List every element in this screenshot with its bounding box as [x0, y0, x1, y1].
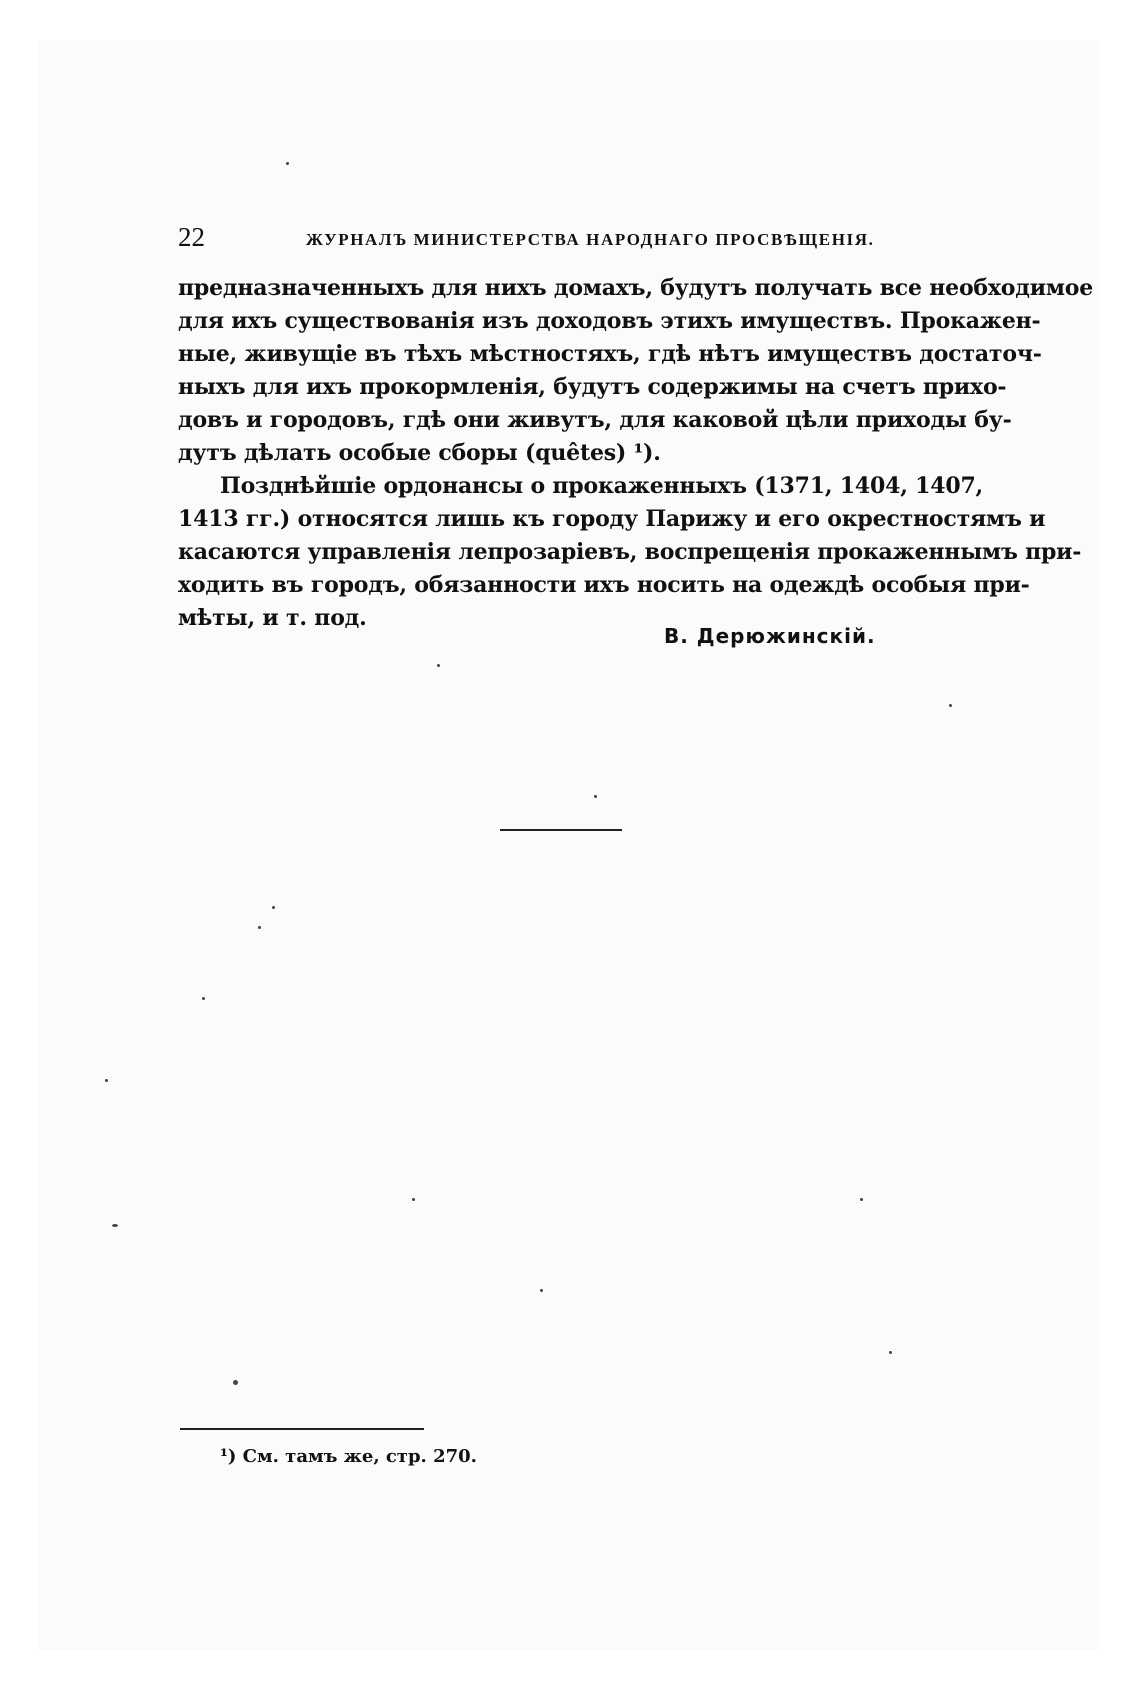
text-line: Позднѣйшіе ордонансы о прокаженныхъ (1371, 1404, 1407,: [220, 473, 984, 499]
scan-speck: [860, 1198, 863, 1201]
scan-speck: [202, 997, 205, 1000]
page-number: 22: [178, 222, 205, 252]
author-signature: В. Дерюжинскій.: [664, 624, 876, 648]
footnote: ¹) См. тамъ же, стр. 270.: [220, 1446, 477, 1467]
scan-speck: [540, 1289, 543, 1292]
scan-speck: [437, 664, 440, 667]
text-line: для ихъ существованія изъ доходовъ этихъ имуществъ. Прокажен-: [178, 308, 1041, 334]
scan-speck: [105, 1079, 108, 1082]
text-line: касаются управленія лепрозаріевъ, воспрещенія прокаженнымъ при-: [178, 539, 1082, 565]
scan-speck: [594, 795, 597, 798]
running-title: ЖУРНАЛЪ МИНИСТЕРСТВА НАРОДНАГО ПРОСВѢЩЕНІЯ.: [306, 230, 875, 249]
page-header: [178, 222, 944, 262]
text-line: предназначенныхъ для нихъ домахъ, будутъ получать все необходимое: [178, 275, 1094, 301]
paragraph-1: [178, 272, 1094, 470]
scan-speck: [112, 1224, 118, 1227]
scan-speck: [233, 1380, 238, 1385]
paragraph-2: [178, 470, 1082, 635]
text-line: дутъ дѣлать особые сборы (quêtes) ¹).: [178, 440, 661, 466]
scan-speck: [889, 1351, 892, 1354]
text-line: довъ и городовъ, гдѣ они живутъ, для каковой цѣли приходы бу-: [178, 407, 1012, 433]
scan-speck: [949, 704, 952, 707]
text-line: ные, живущіе въ тѣхъ мѣстностяхъ, гдѣ нѣтъ имуществъ достаточ-: [178, 341, 1042, 367]
text-line: ходить въ городъ, обязанности ихъ носить на одеждѣ особыя при-: [178, 572, 1030, 598]
text-line: ныхъ для ихъ прокормленія, будутъ содержимы на счетъ прихо-: [178, 374, 1007, 400]
footnote-divider: [180, 1428, 424, 1430]
text-line: 1413 гг.) относятся лишь къ городу Парижу и его окрестностямъ и: [178, 506, 1046, 532]
scan-speck: [258, 926, 261, 929]
scan-speck: [412, 1198, 415, 1201]
section-divider: [500, 829, 622, 831]
scan-speck: [286, 162, 289, 165]
scan-speck: [272, 906, 275, 909]
article-body: [178, 272, 1094, 635]
text-line: мѣты, и т. под.: [178, 605, 367, 631]
